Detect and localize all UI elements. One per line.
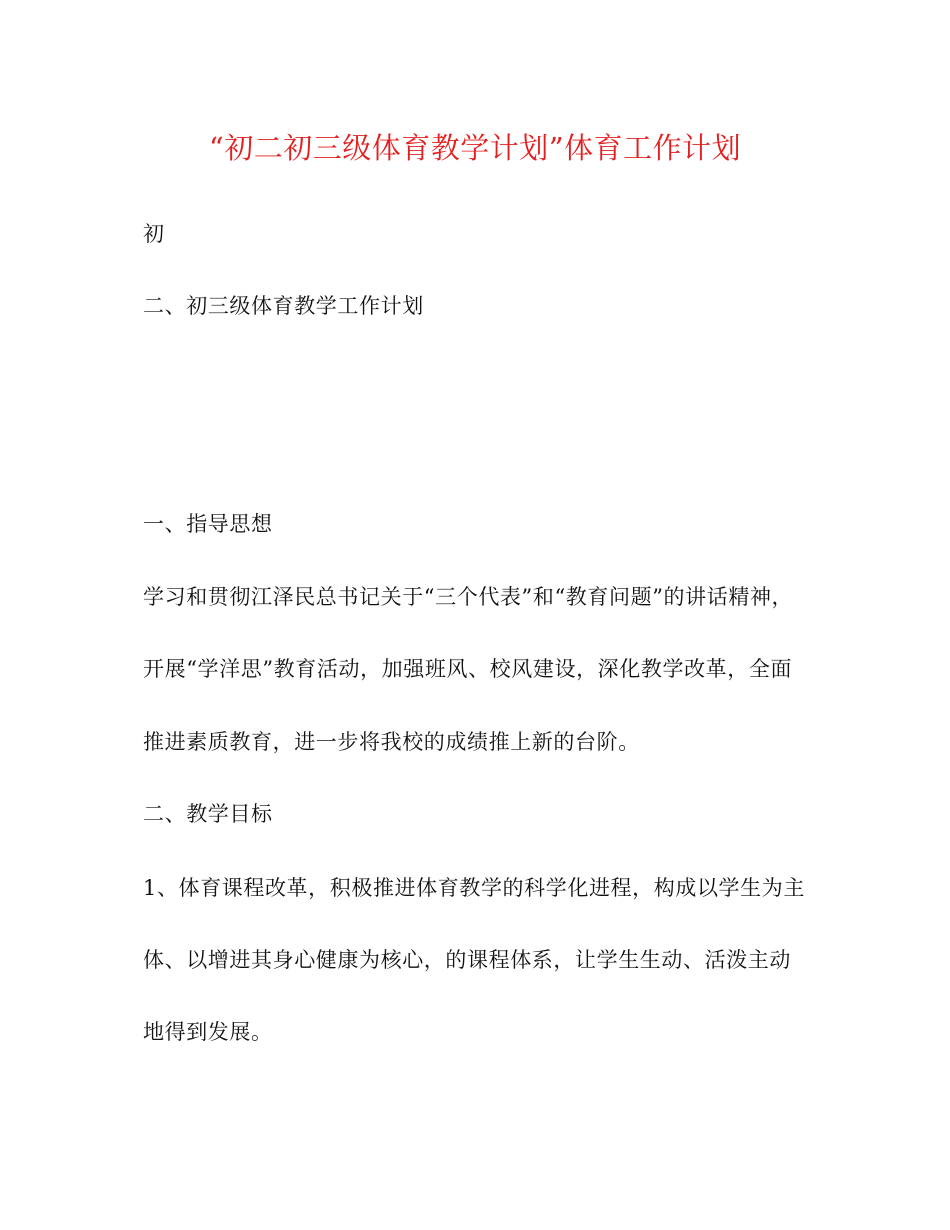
section-heading: 二、教学目标 — [143, 802, 273, 826]
text-line: 推进素质教育，进一步将我校的成绩推上新的台阶。 — [143, 730, 640, 754]
text-line: 初 — [143, 222, 165, 246]
text-line: 学习和贯彻江泽民总书记关于“三个代表”和“教育问题”的讲话精神， — [143, 585, 794, 609]
section-heading: 一、指导思想 — [143, 512, 273, 536]
document-title: “初二初三级体育教学计划”体育工作计划 — [208, 131, 742, 165]
text-line: 二、初三级体育教学工作计划 — [143, 294, 424, 318]
text-line: 开展“学洋思”教育活动，加强班风、校风建设，深化教学改革，全面 — [143, 657, 793, 681]
text-line: 体、以增进其身心健康为核心，的课程体系，让学生生动、活泼主动 — [143, 948, 791, 972]
text-line: 1、体育课程改革，积极推进体育教学的科学化进程，构成以学生为主 — [143, 876, 805, 900]
text-line: 地得到发展。 — [143, 1020, 273, 1044]
